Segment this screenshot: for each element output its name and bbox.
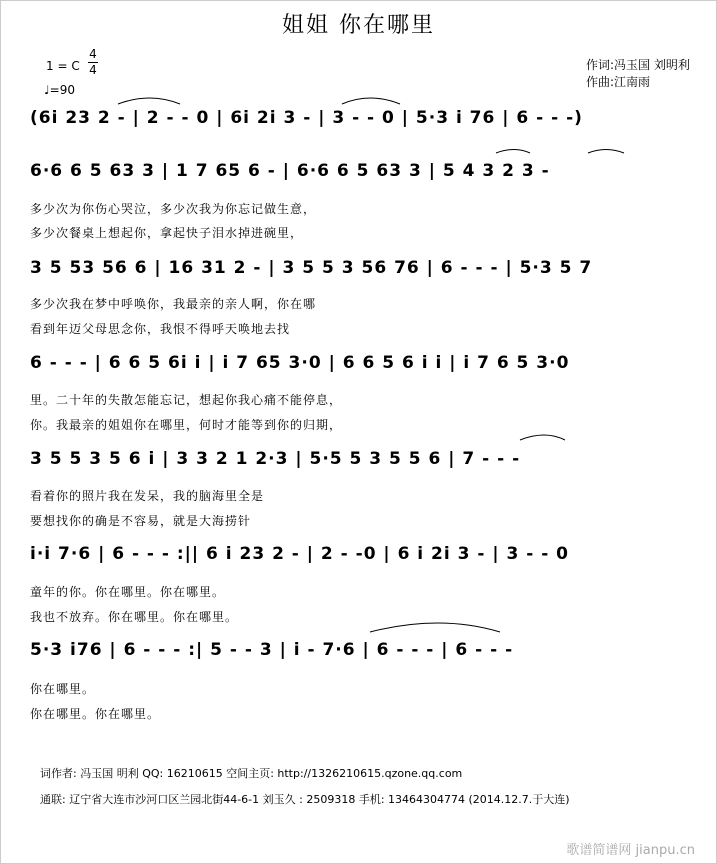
lyricist-credit: 作词:冯玉国 刘明利 (586, 58, 690, 72)
time-signature-bottom: 4 (89, 63, 97, 77)
tempo-value: =90 (49, 83, 75, 97)
lyrics-row-3-verse-2: 看到年迈父母思念你，我恨不得呼天唤地去找 (30, 322, 291, 336)
lyrics-row-3-verse-1: 多少次我在梦中呼唤你，我最亲的亲人啊，你在哪 (30, 297, 317, 311)
slur-mark (370, 623, 500, 632)
lyrics-row-4-verse-1: 里。二十年的失散怎能忘记，想起你我心痛不能停息， (30, 393, 343, 407)
lyrics-row-7-verse-1: 你在哪里。 (30, 682, 96, 696)
notation-row-3: 3 5 53 56 6 | 16 31 2 - | 3 5 5 3 56 76 | 6 - - - | 5·3 5 7 (30, 258, 593, 278)
slur-mark (520, 435, 565, 440)
lyrics-row-5-verse-2: 要想找你的确是不容易，就是大海捞针 (30, 514, 252, 528)
notation-row-6: i·i 7·6 | 6 - - - :|| 6 i 23 2 - | 2 - -0 | 6 i 2i 3 - | 3 - - 0 (30, 544, 570, 564)
lyrics-row-6-verse-2: 我也不放弃。你在哪里。你在哪里。 (30, 610, 239, 624)
time-signature-top: 4 (89, 47, 97, 61)
lyrics-row-6-verse-1: 童年的你。你在哪里。你在哪里。 (30, 585, 226, 599)
lyrics-row-5-verse-1: 看着你的照片我在发呆，我的脑海里全是 (30, 489, 265, 503)
slur-mark (342, 98, 400, 104)
page-title: 姐姐 你在哪里 (282, 13, 435, 38)
slur-mark (496, 150, 530, 154)
notation-row-2: 6·6 6 5 63 3 | 1 7 65 6 - | 6·6 6 5 63 3 | 5 4 3 2 3 - (30, 161, 550, 181)
lyrics-row-2-verse-1: 多少次为你伤心哭泣，多少次我为你忘记做生意， (30, 202, 317, 216)
key-signature: 1 = C (46, 59, 80, 73)
watermark: 歌谱简谱网 jianpu.cn (566, 843, 695, 858)
notation-row-1: (6i 23 2 - | 2 - - 0 | 6i 2i 3 - | 3 - - 0 | 5·3 i 76 | 6 - - -) (30, 108, 583, 128)
quarter-note-icon: ♩ (44, 83, 50, 97)
footer-author-line: 词作者: 冯玉国 明利 QQ: 16210615 空间主页: http://1326210615.qzone.qq.com (40, 767, 463, 780)
composer-credit: 作曲:江南雨 (586, 75, 651, 89)
notation-row-4: 6 - - - | 6 6 5 6i i | i 7 65 3·0 | 6 6 5 6 i i | i 7 6 5 3·0 (30, 353, 570, 373)
notation-row-5: 3 5 5 3 5 6 i | 3 3 2 1 2·3 | 5·5 5 3 5 5 6 | 7 - - - (30, 449, 521, 469)
lyrics-row-2-verse-2: 多少次餐桌上想起你，拿起快子泪水掉进碗里， (30, 226, 304, 240)
slur-mark (118, 98, 180, 104)
notation-row-7: 5·3 i76 | 6 - - - :| 5 - - 3 | i - 7·6 | 6 - - - | 6 - - - (30, 640, 514, 660)
lyrics-row-4-verse-2: 你。我最亲的姐姐你在哪里，何时才能等到你的归期， (30, 418, 343, 432)
lyrics-row-7-verse-2: 你在哪里。你在哪里。 (30, 707, 161, 721)
slur-mark (588, 150, 624, 154)
footer-contact-line: 通联: 辽宁省大连市沙河口区兰园北街44-6-1 刘玉久 : 2509318 手机: 13464304774 (2014.12.7.于大连) (40, 793, 570, 806)
